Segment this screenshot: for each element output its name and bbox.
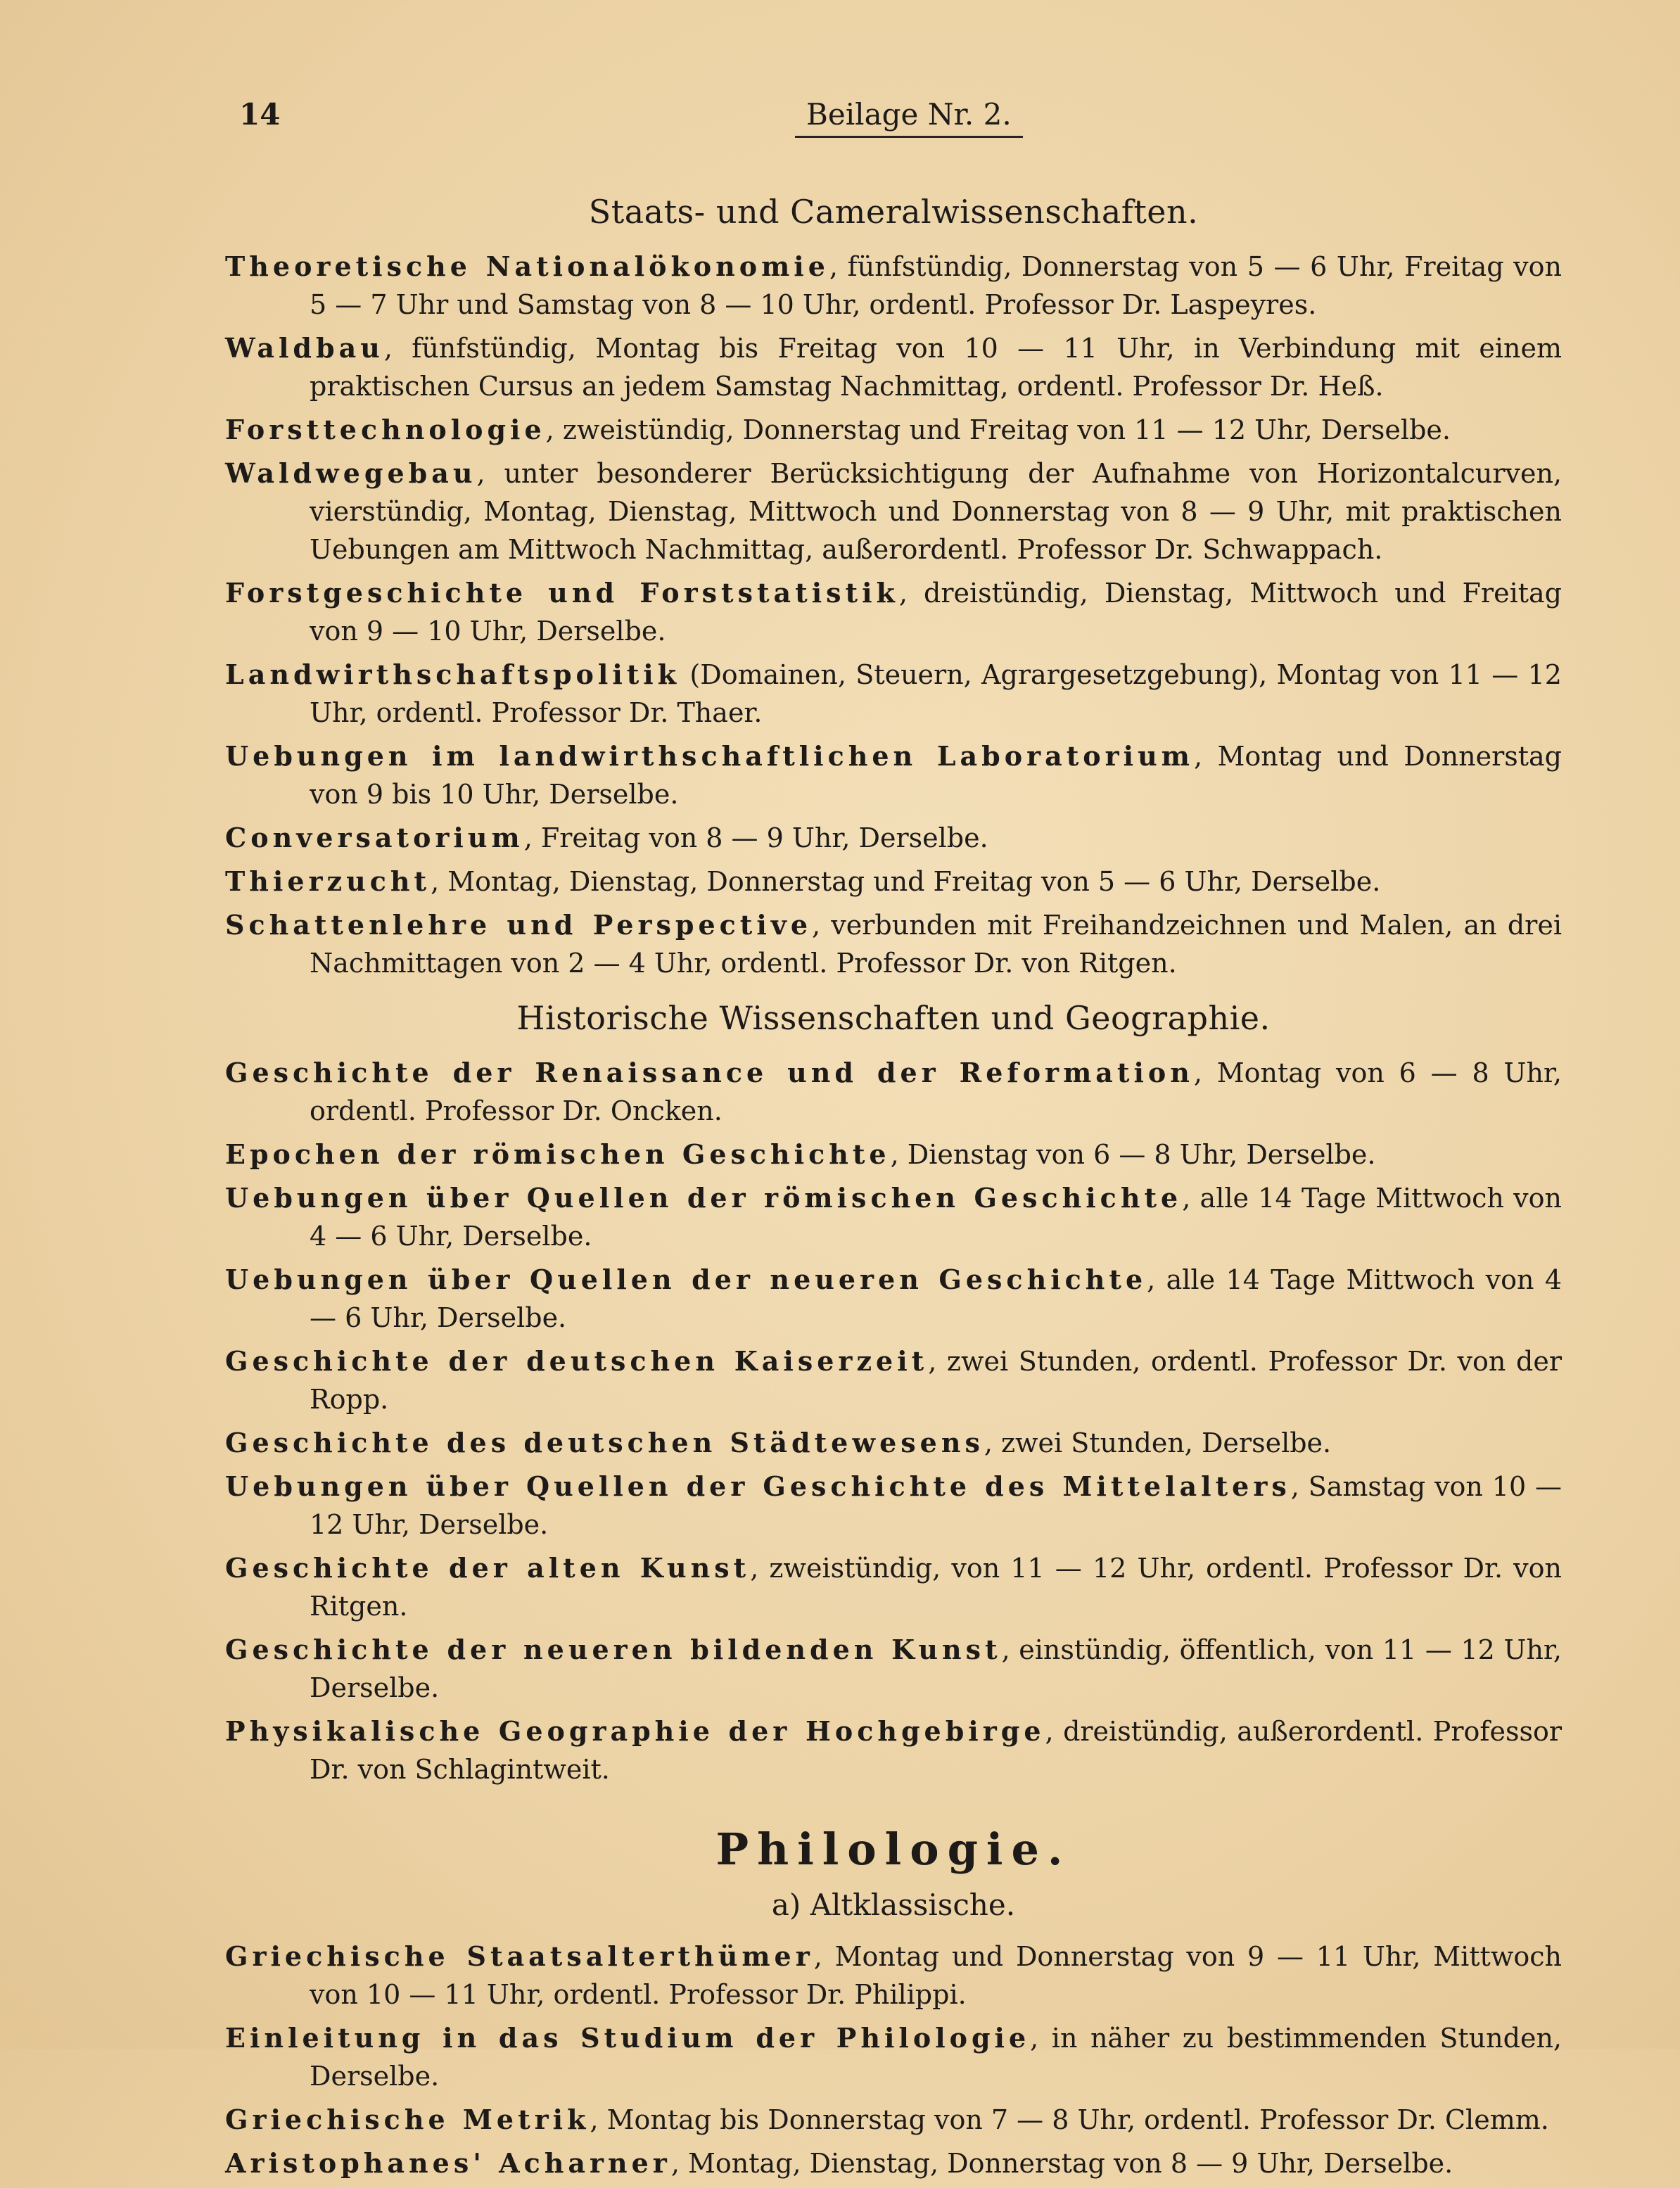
course-entry [225, 1261, 1562, 1337]
page-number: 14 [239, 97, 281, 132]
course-title: Theoretische Nationalökonomie [225, 250, 829, 282]
course-details: , Montag und Donnerstag von 9 bis 10 Uhr, Derselbe. [310, 741, 1562, 810]
course-details: , Montag bis Donnerstag von 7 — 8 Uhr, ordentl. Professor Dr. Clemm. [590, 2104, 1549, 2135]
course-title: Uebungen über Quellen der römischen Geschichte [225, 1182, 1183, 1214]
course-details: , Montag von 6 — 8 Uhr, ordentl. Professor Dr. Oncken. [310, 1057, 1562, 1126]
running-title: Beilage Nr. 2. [795, 97, 1023, 138]
course-entry [225, 1631, 1562, 1707]
section-heading: Philologie. [715, 1824, 1071, 1875]
course-title: Geschichte der alten Kunst [225, 1552, 751, 1584]
course-details: , Samstag von 10 — 12 Uhr, Derselbe. [310, 1471, 1563, 1540]
course-entry [225, 454, 1562, 568]
course-details: , verbunden mit Freihandzeichnen und Malen, an drei Nachmittagen von 2 — 4 Uhr, ordentl. Professor Dr. von Ritgen. [310, 910, 1562, 979]
course-title: Geschichte der Renaissance und der Reformation [225, 1057, 1194, 1088]
course-title: Aristophanes' Acharner [225, 2147, 671, 2179]
course-title: Thierzucht [225, 865, 431, 897]
course-details: , Montag und Donnerstag von 9 — 11 Uhr, Mittwoch von 10 — 11 Uhr, ordentl. Professor Dr. Philippi. [310, 1941, 1562, 2010]
course-title: Waldwegebau [225, 457, 477, 489]
course-title: Geschichte der neueren bildenden Kunst [225, 1634, 1002, 1665]
course-entry [225, 863, 1562, 901]
course-details: , Montag, Dienstag, Donnerstag von 8 — 9 Uhr, Derselbe. [670, 2148, 1453, 2179]
course-entry [225, 906, 1562, 982]
course-entry [225, 2144, 1562, 2182]
course-title: Conversatorium [225, 822, 524, 853]
course-title: Forsttechnologie [225, 414, 546, 445]
course-title: Physikalische Geographie der Hochgebirge [225, 1715, 1045, 1747]
section-heading: Staats- und Cameralwissenschaften. [588, 193, 1199, 231]
course-details: , Montag, Dienstag, Donnerstag und Freitag von 5 — 6 Uhr, Derselbe. [431, 866, 1381, 897]
course-entry [225, 737, 1562, 813]
subsection-heading: a) Altklassische. [771, 1888, 1016, 1922]
course-details: , zwei Stunden, Derselbe. [984, 1427, 1332, 1458]
course-details: , fünfstündig, Montag bis Freitag von 10 — 11 Uhr, in Verbindung mit einem praktischen Cursus an jedem Samstag Nachmittag, ordentl. Professor Dr. Heß. [310, 333, 1562, 402]
section-historische-wissenschaften [225, 999, 1562, 1788]
course-details: , zwei Stunden, ordentl. Professor Dr. von der Ropp. [310, 1346, 1562, 1415]
course-title: Uebungen über Quellen der neueren Geschichte [225, 1264, 1147, 1295]
course-entry [225, 1179, 1562, 1255]
course-entry [225, 248, 1562, 324]
course-entry [225, 1468, 1562, 1544]
course-title: Forstgeschichte und Forststatistik [225, 577, 899, 609]
page-header [225, 97, 1553, 146]
course-entry [225, 2101, 1562, 2139]
course-title: Geschichte des deutschen Städtewesens [225, 1427, 984, 1458]
course-details: , zweistündig, Donnerstag und Freitag von 11 — 12 Uhr, Derselbe. [545, 414, 1451, 445]
course-entry [225, 1342, 1562, 1418]
course-details: , Dienstag von 6 — 8 Uhr, Derselbe. [890, 1139, 1376, 1170]
course-entry [225, 329, 1562, 405]
section-philologie [225, 1824, 1562, 2182]
course-details: , einstündig, öffentlich, von 11 — 12 Uhr, Derselbe. [310, 1634, 1562, 1703]
page-content [225, 176, 1562, 2188]
course-details: , dreistündig, Dienstag, Mittwoch und Freitag von 9 — 10 Uhr, Derselbe. [310, 578, 1562, 647]
course-entry [225, 411, 1562, 449]
course-details: , zweistündig, von 11 — 12 Uhr, ordentl. Professor Dr. von Ritgen. [310, 1553, 1563, 1622]
course-title: Griechische Staatsalterthümer [225, 1940, 814, 1972]
course-entry [225, 1424, 1562, 1462]
course-entry [225, 819, 1562, 857]
course-entry [225, 1136, 1562, 1173]
course-entry [225, 1938, 1562, 2014]
course-entry [225, 574, 1562, 650]
section-staatswissenschaften [225, 193, 1562, 982]
course-entry [225, 2019, 1562, 2095]
course-entry [225, 656, 1562, 732]
section-heading: Historische Wissenschaften und Geographie. [516, 999, 1271, 1037]
course-details: , alle 14 Tage Mittwoch von 4 — 6 Uhr, Derselbe. [310, 1183, 1562, 1252]
course-details: , fünfstündig, Donnerstag von 5 — 6 Uhr, Freitag von 5 — 7 Uhr und Samstag von 8 — 10 Uhr, ordentl. Professor Dr. Laspeyres. [310, 251, 1562, 320]
course-title: Griechische Metrik [225, 2104, 590, 2135]
course-details: (Domainen, Steuern, Agrargesetzgebung), Montag von 11 — 12 Uhr, ordentl. Professor Dr. Thaer. [310, 659, 1562, 728]
course-title: Schattenlehre und Perspective [225, 909, 813, 941]
course-details: , unter besonderer Berücksichtigung der Aufnahme von Horizontalcurven, vierstündig, Montag, Dienstag, Mittwoch und Donnerstag von 8 — 9 Uhr, mit praktischen Uebungen am Mittwoch Nachmittag, außerordentl. Professor Dr. Schwappach. [310, 458, 1562, 565]
course-entry [225, 1054, 1562, 1130]
course-details: , Freitag von 8 — 9 Uhr, Derselbe. [523, 822, 988, 853]
course-entry [225, 1549, 1562, 1625]
course-details: , in näher zu bestimmenden Stunden, Derselbe. [310, 2023, 1562, 2092]
course-entry [225, 1712, 1562, 1788]
course-title: Epochen der römischen Geschichte [225, 1138, 891, 1170]
course-title: Uebungen im landwirthschaftlichen Laboratorium [225, 740, 1194, 772]
course-title: Einleitung in das Studium der Philologie [225, 2022, 1031, 2054]
course-title: Geschichte der deutschen Kaiserzeit [225, 1345, 929, 1377]
course-details: , dreistündig, außerordentl. Professor Dr. von Schlagintweit. [310, 1716, 1562, 1785]
course-title: Waldbau [225, 332, 384, 364]
course-details: , alle 14 Tage Mittwoch von 4 — 6 Uhr, Derselbe. [310, 1264, 1563, 1333]
course-title: Uebungen über Quellen der Geschichte des Mittelalters [225, 1470, 1291, 1502]
course-title: Landwirthschaftspolitik [225, 659, 681, 690]
